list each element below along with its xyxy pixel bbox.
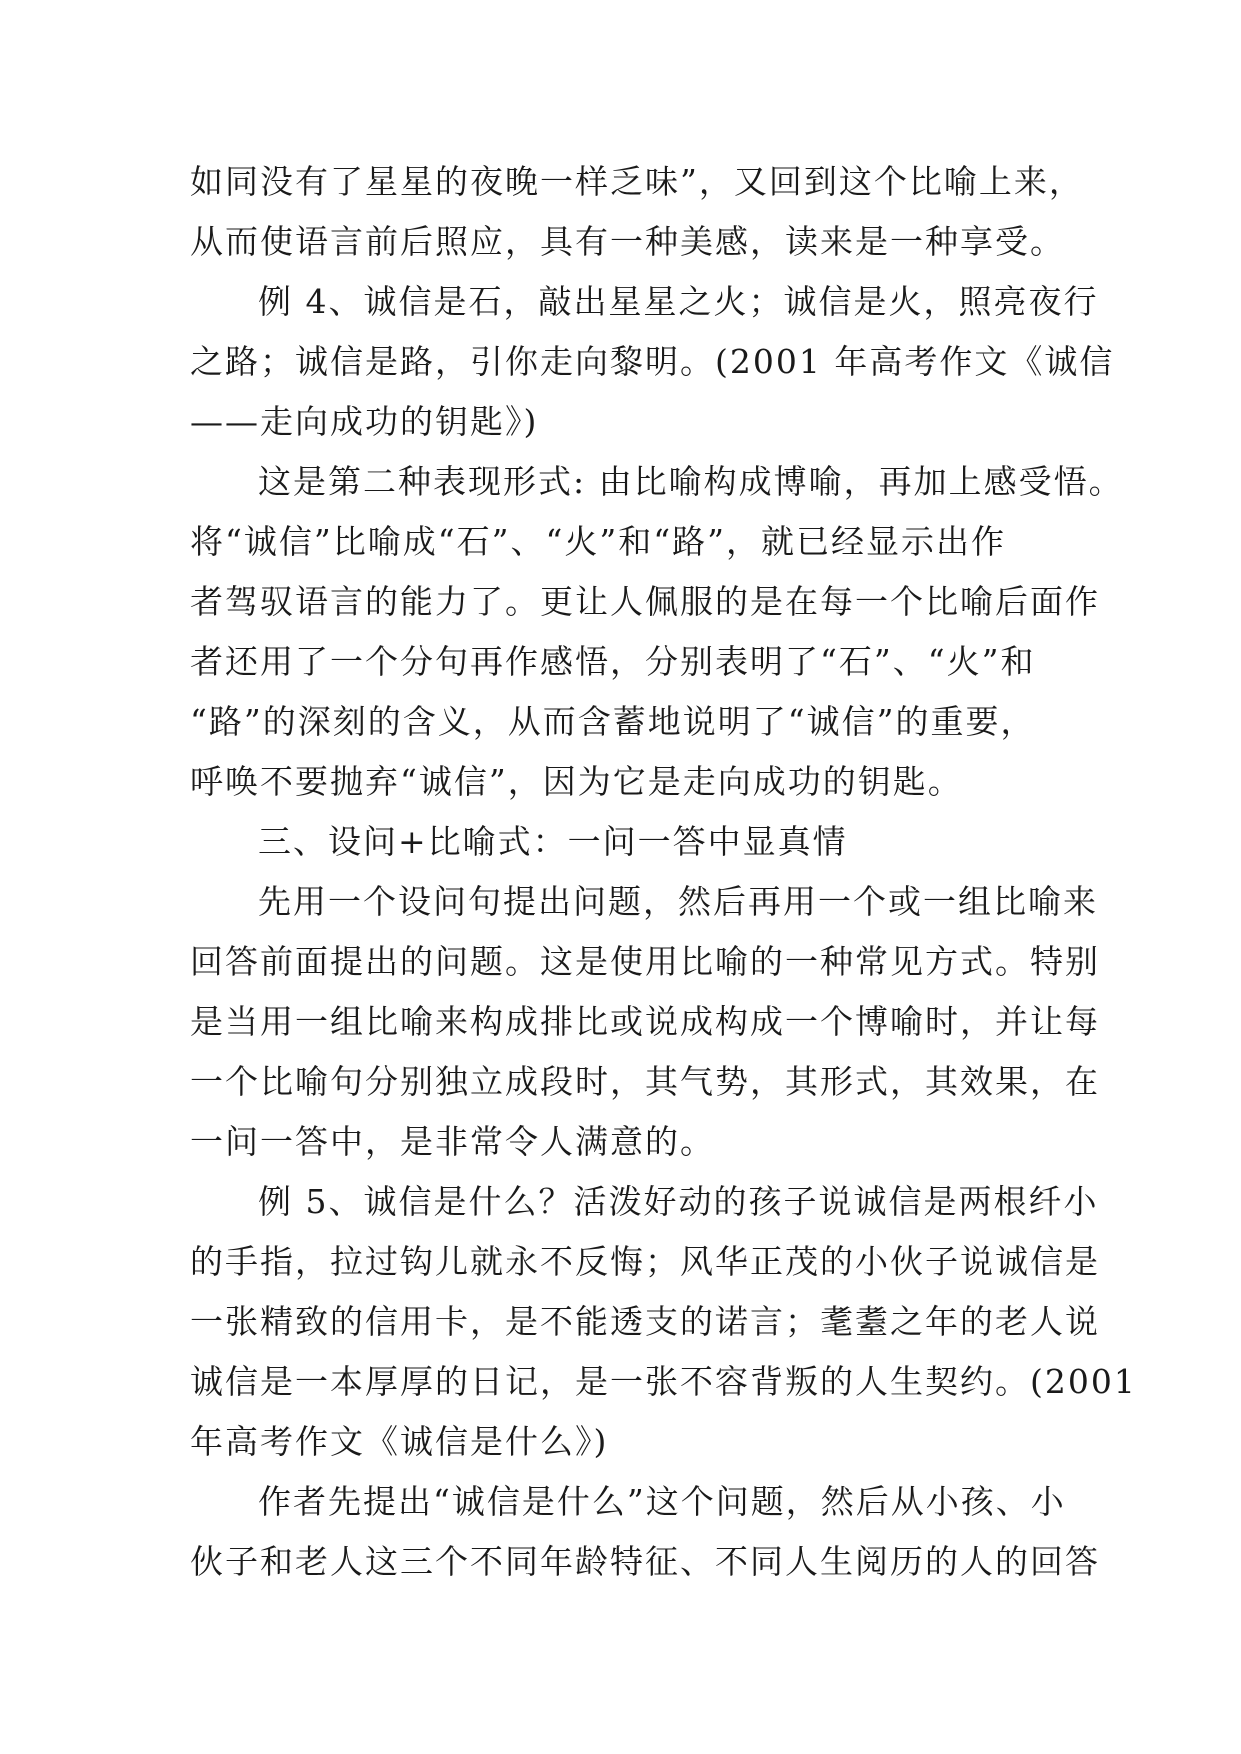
text-line: 例 5、诚信是什么？活泼好动的孩子说诚信是两根纤小 [258,1182,1099,1221]
text-line: 先用一个设问句提出问题，然后再用一个或一组比喻来 [258,882,1098,921]
text-line: 回答前面提出的问题。这是使用比喻的一种常见方式。特别 [190,942,1100,981]
text-line: 年高考作文《诚信是什么》) [190,1422,609,1461]
section-heading: 三、设问+比喻式：一问一答中显真情 [258,822,848,861]
text-line: 一问一答中，是非常令人满意的。 [190,1122,715,1161]
text-line: 之路；诚信是路，引你走向黎明。(2001 年高考作文《诚信 [190,342,1115,381]
text-line: 诚信是一本厚厚的日记，是一张不容背叛的人生契约。(2001 [190,1362,1137,1401]
text-line: 是当用一组比喻来构成排比或说成构成一个博喻时，并让每 [190,1002,1100,1041]
text-line: 作者先提出“诚信是什么”这个问题，然后从小孩、小 [258,1482,1066,1521]
text-line: 如同没有了星星的夜晚一样乏味”，又回到这个比喻上来， [190,162,1084,201]
text-line: 将“诚信”比喻成“石”、“火”和“路”，就已经显示出作 [190,522,1006,561]
text-line: 一个比喻句分别独立成段时，其气势，其形式，其效果，在 [190,1062,1100,1101]
text-line: 例 4、诚信是石，敲出星星之火；诚信是火，照亮夜行 [258,282,1099,321]
text-line: 的手指，拉过钩儿就永不反悔；风华正茂的小伙子说诚信是 [190,1242,1100,1281]
text-line: 从而使语言前后照应，具有一种美感，读来是一种享受。 [190,222,1065,261]
text-line: 伙子和老人这三个不同年龄特征、不同人生阅历的人的回答 [190,1542,1100,1581]
text-line: 呼唤不要抛弃“诚信”，因为它是走向成功的钥匙。 [190,762,963,801]
text-line: “路”的深刻的含义，从而含蓄地说明了“诚信”的重要， [190,702,1036,741]
document-page [190,152,1137,1592]
text-line: 者驾驭语言的能力了。更让人佩服的是在每一个比喻后面作 [190,582,1100,621]
text-line: 这是第二种表现形式: 由比喻构成博喻，再加上感受悟。 [258,462,1124,501]
text-line: ——走向成功的钥匙》) [190,402,539,441]
text-line: 者还用了一个分句再作感悟，分别表明了“石”、“火”和 [190,642,1036,681]
text-line: 一张精致的信用卡，是不能透支的诺言；耄耋之年的老人说 [190,1302,1100,1341]
